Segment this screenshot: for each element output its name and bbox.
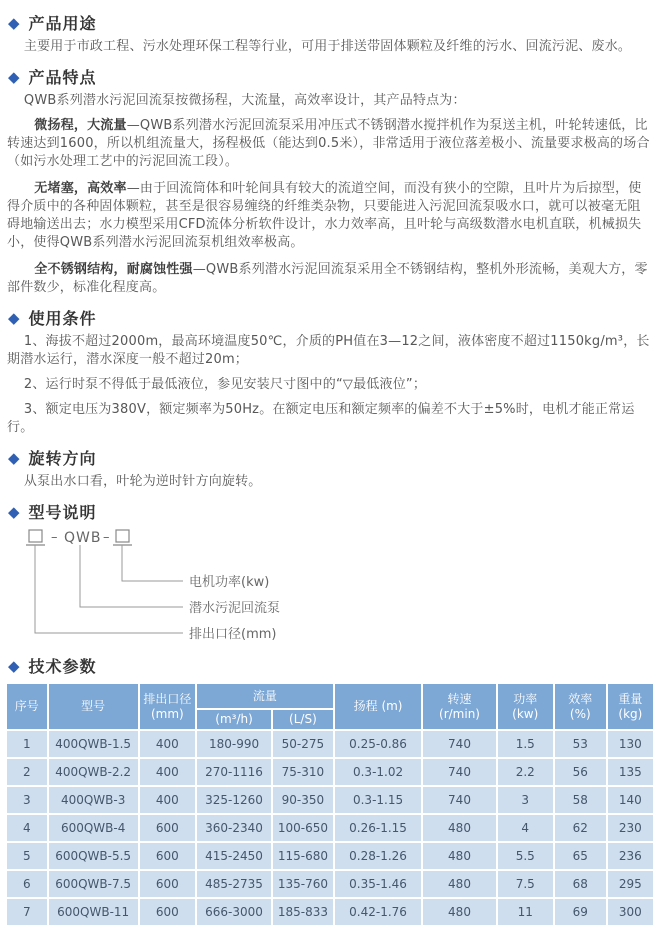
condition-item: 3、额定电压为380V，额定频率为50Hz。在额定电压和额定频率的偏差不大于±5%时，电机才能正常运行。	[7, 402, 635, 435]
table-cell: 68	[555, 871, 606, 897]
features-intro: QWB系列潜水污泥回流泵按微扬程，大流量，高效率设计，其产品特点为：	[23, 93, 466, 108]
table-cell: 295	[608, 871, 653, 897]
table-cell: 600QWB-5.5	[49, 843, 138, 869]
model-connector-outlet	[35, 545, 183, 633]
model-connector-type	[80, 545, 183, 607]
table-cell: 0.25-0.86	[335, 731, 422, 757]
table-cell: 69	[555, 899, 606, 925]
table-cell: 0.35-1.46	[335, 871, 422, 897]
table-cell: 5	[7, 843, 47, 869]
table-row	[7, 899, 653, 925]
header-speed-unit: (r/min)	[439, 706, 480, 721]
table-cell: 270-1116	[197, 759, 271, 785]
section-title-features: 产品特点	[28, 68, 97, 87]
table-cell: 600QWB-11	[49, 899, 138, 925]
spec-table-body	[7, 731, 653, 925]
header-efficiency-unit: (%)	[569, 706, 591, 721]
table-cell: 1.5	[498, 731, 553, 757]
table-cell: 58	[555, 787, 606, 813]
table-cell: 740	[423, 759, 495, 785]
table-cell: 740	[423, 787, 495, 813]
feature-text: —QWB系列潜水污泥回流泵采用冲压式不锈钢潜水搅拌机作为泵送主机，叶轮转速低，比转速达到1600，所以机组流量大，扬程极低（能达到0.5米），非常适用于液位落差极小、流量要求极高的场合（如污水处理工艺中的污泥回流工段）。	[7, 118, 650, 169]
feature-lead: 全不锈钢结构，耐腐蚀性强	[34, 262, 193, 277]
table-cell: 400	[140, 759, 195, 785]
table-cell: 0.3-1.02	[335, 759, 422, 785]
table-cell: 135	[608, 759, 653, 785]
feature-text: —由于回流筒体和叶轮间具有较大的流道空间，而没有狭小的空隙，且叶片为后掠型，使得介质中的各种固体颗粒，甚至是很容易缠绕的纤维类杂物，只要能进入污泥回流泵吸水口，就可以被毫无阻碍地输送出去；水力模型采用CFD流体分析软件设计，水力效率高，且叶轮与高级数潜水电机直联，机械损失小，使得QWB系列潜水污泥回流泵机组效率极高。	[7, 181, 642, 250]
header-flow: 流量	[197, 684, 333, 708]
table-cell: 600	[140, 843, 195, 869]
header-speed	[423, 684, 495, 729]
table-cell: 3	[498, 787, 553, 813]
header-power-unit: (kw)	[512, 706, 539, 721]
table-cell: 1	[7, 731, 47, 757]
table-cell: 0.3-1.15	[335, 787, 422, 813]
model-connector-power	[122, 545, 183, 581]
table-cell: 11	[498, 899, 553, 925]
table-cell: 100-650	[273, 815, 333, 841]
table-cell: 600	[140, 871, 195, 897]
table-row	[7, 731, 653, 757]
section-heading-usage	[8, 13, 655, 34]
table-cell: 2.2	[498, 759, 553, 785]
diamond-bullet-icon: ◆	[8, 14, 20, 32]
section-title-conditions: 使用条件	[28, 309, 97, 328]
header-flow-ls: (L/S)	[273, 710, 333, 729]
table-cell: 4	[7, 815, 47, 841]
header-efficiency	[555, 684, 606, 729]
table-cell: 480	[423, 843, 495, 869]
header-power-label: 功率	[513, 691, 538, 706]
table-row	[7, 787, 653, 813]
table-cell: 480	[423, 871, 495, 897]
header-model: 型号	[49, 684, 138, 729]
table-cell: 415-2450	[197, 843, 271, 869]
table-cell: 400	[140, 787, 195, 813]
table-cell: 0.42-1.76	[335, 899, 422, 925]
header-speed-label: 转速	[447, 691, 472, 706]
table-cell: 0.28-1.26	[335, 843, 422, 869]
header-outlet	[140, 684, 195, 729]
table-cell: 65	[555, 843, 606, 869]
diamond-bullet-icon: ◆	[8, 309, 20, 327]
header-efficiency-label: 效率	[568, 691, 593, 706]
table-cell: 75-310	[273, 759, 333, 785]
table-cell: 180-990	[197, 731, 271, 757]
section-heading-specs	[8, 656, 655, 677]
header-flow-m3h: (m³/h)	[197, 710, 271, 729]
table-cell: 62	[555, 815, 606, 841]
table-cell: 400QWB-2.2	[49, 759, 138, 785]
model-outlet-box-icon	[29, 530, 42, 542]
table-cell: 0.26-1.15	[335, 815, 422, 841]
feature-lead: 微扬程，大流量	[34, 118, 127, 133]
section-title-rotation: 旋转方向	[28, 449, 97, 468]
diamond-bullet-icon: ◆	[8, 657, 20, 675]
table-cell: 600	[140, 815, 195, 841]
header-power	[498, 684, 553, 729]
rotation-body: 从泵出水口看，叶轮为逆时针方向旋转。	[23, 474, 262, 489]
feature-text: —QWB系列潜水污泥回流泵采用全不锈钢结构，整机外形流畅，美观大方，零部件数少，标准化程度高。	[7, 262, 648, 295]
spec-table-header	[7, 684, 653, 729]
model-label-power: 电机功率(kw)	[189, 575, 270, 590]
table-cell: 600	[140, 899, 195, 925]
model-dash: –	[51, 530, 58, 545]
table-cell: 90-350	[273, 787, 333, 813]
section-title-usage: 产品用途	[28, 14, 97, 33]
table-cell: 7	[7, 899, 47, 925]
feature-item	[7, 117, 653, 171]
table-cell: 325-1260	[197, 787, 271, 813]
table-cell: 600QWB-7.5	[49, 871, 138, 897]
table-cell: 300	[608, 899, 653, 925]
table-cell: 600QWB-4	[49, 815, 138, 841]
table-cell: 115-680	[273, 843, 333, 869]
table-cell: 135-760	[273, 871, 333, 897]
condition-item: 2、运行时泵不得低于最低液位，参见安装尺寸图中的“▽最低液位”；	[23, 377, 427, 392]
table-cell: 740	[423, 731, 495, 757]
table-cell: 666-3000	[197, 899, 271, 925]
feature-lead: 无堵塞，高效率	[34, 181, 127, 196]
table-cell: 4	[498, 815, 553, 841]
model-code-text: QWB	[64, 530, 102, 546]
table-cell: 485-2735	[197, 871, 271, 897]
header-outlet-unit: (mm)	[150, 706, 184, 721]
table-cell: 400QWB-1.5	[49, 731, 138, 757]
spec-table	[5, 682, 655, 927]
table-cell: 480	[423, 899, 495, 925]
table-cell: 236	[608, 843, 653, 869]
table-cell: 400	[140, 731, 195, 757]
section-heading-rotation	[8, 448, 655, 469]
usage-body: 主要用于市政工程、污水处理环保工程等行业，可用于排送带固体颗粒及纤维的污水、回流污泥、废水。	[23, 39, 632, 54]
table-row	[7, 843, 653, 869]
table-cell: 3	[7, 787, 47, 813]
header-weight	[608, 684, 653, 729]
table-cell: 140	[608, 787, 653, 813]
model-label-type: 潜水污泥回流泵	[189, 601, 281, 616]
diamond-bullet-icon: ◆	[8, 68, 20, 86]
header-outlet-label: 排出口径	[143, 691, 192, 706]
table-cell: 130	[608, 731, 653, 757]
table-cell: 6	[7, 871, 47, 897]
table-cell: 56	[555, 759, 606, 785]
table-cell: 185-833	[273, 899, 333, 925]
header-weight-label: 重量	[618, 691, 643, 706]
feature-item	[7, 261, 653, 297]
feature-item	[7, 180, 653, 252]
model-label-outlet: 排出口径(mm)	[189, 627, 277, 642]
table-cell: 53	[555, 731, 606, 757]
table-cell: 400QWB-3	[49, 787, 138, 813]
diamond-bullet-icon: ◆	[8, 449, 20, 467]
model-power-box-icon	[116, 530, 129, 542]
table-cell: 50-275	[273, 731, 333, 757]
table-cell: 5.5	[498, 843, 553, 869]
model-dash: –	[103, 530, 110, 545]
section-title-specs: 技术参数	[28, 657, 97, 676]
section-title-model: 型号说明	[28, 503, 97, 522]
table-row	[7, 871, 653, 897]
table-cell: 7.5	[498, 871, 553, 897]
condition-item: 1、海拔不超过2000m，最高环境温度50℃，介质的PH值在3—12之间，液体密度不超过1150kg/m³，长期潜水运行，潜水深度一般不超过20m；	[7, 334, 650, 367]
section-heading-features	[8, 67, 655, 88]
table-cell: 480	[423, 815, 495, 841]
table-cell: 230	[608, 815, 653, 841]
section-heading-conditions	[8, 308, 655, 329]
model-code-diagram	[23, 527, 443, 645]
header-index: 序号	[7, 684, 47, 729]
header-weight-unit: (kg)	[618, 706, 643, 721]
table-cell: 2	[7, 759, 47, 785]
section-heading-model	[8, 502, 655, 523]
diamond-bullet-icon: ◆	[8, 503, 20, 521]
header-head: 扬程 (m)	[335, 684, 422, 729]
table-cell: 360-2340	[197, 815, 271, 841]
table-row	[7, 759, 653, 785]
